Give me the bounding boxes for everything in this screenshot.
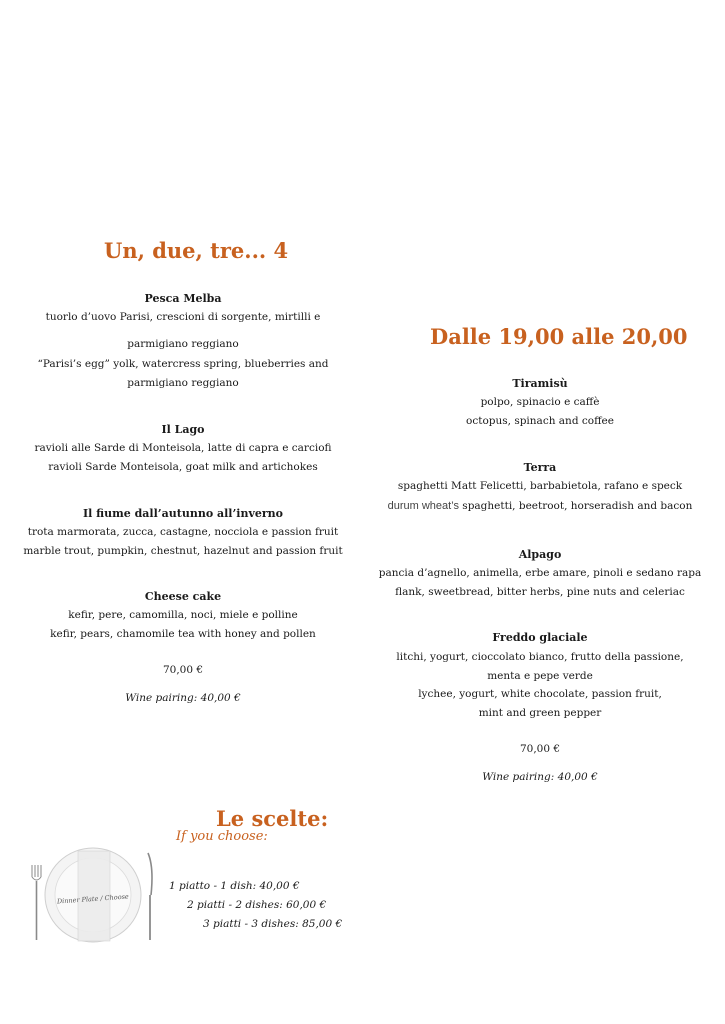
plate-illustration-icon — [30, 845, 160, 945]
dish-desc-en: parmigiano reggiano — [127, 377, 239, 389]
dish-desc-en: mint and green pepper — [478, 707, 602, 719]
right-menu-title: Dalle 19,00 alle 20,00 — [430, 324, 688, 349]
fork-icon — [32, 865, 41, 940]
plate-text: Dinner Plate / Choose — [56, 892, 130, 906]
dish-desc-en: lychee, yogurt, white chocolate, passion fruit, — [418, 688, 662, 700]
dish-name: Terra — [523, 461, 557, 474]
dish-desc-it: ravioli alle Sarde di Monteisola, latte di capra e carciofi — [34, 442, 332, 454]
wine-pairing: Wine pairing: 40,00 € — [125, 692, 241, 704]
left-menu-title: Un, due, tre... 4 — [104, 238, 289, 263]
dish-desc-en — [375, 500, 705, 512]
dish-desc-en: marble trout, pumpkin, chestnut, hazelnut and passion fruit — [23, 545, 343, 557]
dish-name: Il fiume dall’autunno all’inverno — [83, 507, 283, 520]
dish-desc-en: octopus, spinach and coffee — [466, 415, 614, 427]
wine-pairing: Wine pairing: 40,00 € — [482, 771, 598, 783]
scelte-subtitle: If you choose: — [176, 829, 268, 844]
dish-desc-it: litchi, yogurt, cioccolato bianco, frutto della passione, — [396, 651, 684, 663]
dish-name: Freddo glaciale — [492, 631, 588, 644]
dish-desc-it: pancia d’agnello, animella, erbe amare, pinoli e sedano rapa — [378, 567, 702, 579]
dish-desc-it: parmigiano reggiano — [127, 338, 239, 350]
dish-desc-en: kefir, pears, chamomile tea with honey and pollen — [50, 628, 316, 640]
dish-name: Il Lago — [161, 423, 205, 436]
scelte-title: Le scelte: — [216, 806, 329, 831]
dish-name: Tiramisù — [512, 377, 568, 390]
dish-desc-en-part: spaghetti, beetroot, horseradish and bacon — [458, 500, 693, 512]
dish-desc-it: kefir, pere, camomilla, noci, miele e polline — [68, 609, 298, 621]
dish-desc-it: tuorlo d’uovo Parisi, crescioni di sorgente, mirtilli e — [45, 311, 321, 323]
dish-desc-it: polpo, spinacio e caffè — [480, 396, 600, 408]
dish-desc-en: ravioli Sarde Monteisola, goat milk and artichokes — [48, 461, 318, 473]
right-menu — [375, 0, 705, 1024]
dish-desc-en: flank, sweetbread, bitter herbs, pine nuts and celeriac — [395, 586, 685, 598]
dish-name: Pesca Melba — [144, 292, 222, 305]
dish-desc-it: menta e pepe verde — [487, 670, 593, 682]
menu-price: 70,00 € — [162, 664, 204, 676]
dish-desc-en-part: durum wheat’s — [387, 500, 459, 512]
dish-desc-en: “Parisi’s egg” yolk, watercress spring, blueberries and — [37, 358, 329, 370]
dish-name: Cheese cake — [144, 590, 222, 603]
dish-desc-it: trota marmorata, zucca, castagne, nocciola e passion fruit — [27, 526, 339, 538]
choice-option: 2 piatti - 2 dishes: 60,00 € — [187, 899, 327, 911]
menu-price: 70,00 € — [519, 743, 561, 755]
knife-icon — [148, 853, 152, 940]
dish-desc-it: spaghetti Matt Felicetti, barbabietola, rafano e speck — [397, 480, 683, 492]
choice-option: 1 piatto - 1 dish: 40,00 € — [169, 880, 300, 892]
dish-name: Alpago — [518, 548, 562, 561]
choice-option: 3 piatti - 3 dishes: 85,00 € — [203, 918, 343, 930]
